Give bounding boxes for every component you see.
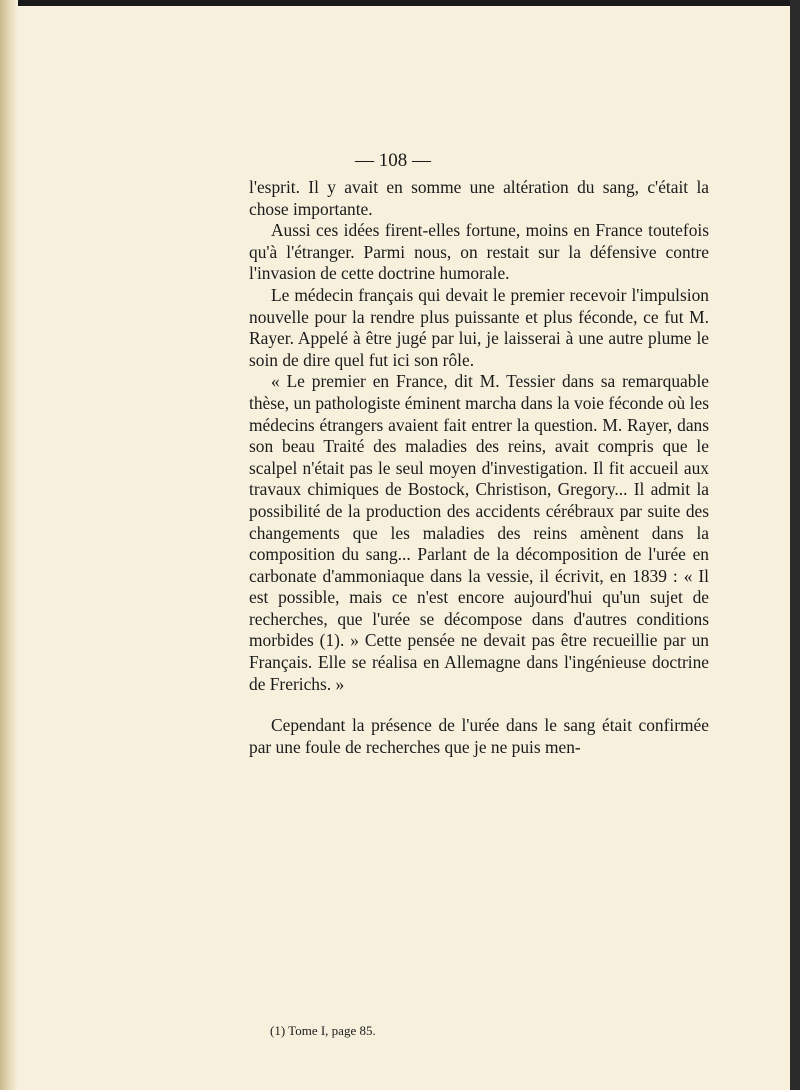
paragraph-1: l'esprit. Il y avait en somme une altération du sang, c'était la chose importante.: [249, 177, 709, 219]
paragraph-5: Cependant la présence de l'urée dans le sang était confirmée par une foule de recherches que je ne puis men-: [249, 715, 709, 757]
paragraph-3: Le médecin français qui devait le premier recevoir l'impulsion nouvelle pour la rendre plus puissante et plus féconde, ce fut M. Rayer. Appelé à être jugé par lui, je laisserai à une autre plume le soin de dire quel fut ici son rôle.: [249, 284, 709, 370]
paragraph-4-quotation: « Le premier en France, dit M. Tessier dans sa remarquable thèse, un pathologiste éminent marcha dans la voie féconde où les médecins étrangers avaient fait entrer la question. M. Rayer, dans son beau Traité des maladies des reins, avait compris que le scalpel n'était pas le seul moyen d'investigation. Il fit accueil aux travaux chimiques de Bostock, Christison, Gregory... Il admit la possibilité de la production des accidents cérébraux par suite des changements que les maladies des reins amènent dans la composition du sang... Parlant de la décomposition de l'urée en carbonate d'ammoniaque dans la vessie, il écrivit, en 1839 : « Il est possible, mais ce n'est encore aujourd'hui qu'un sujet de recherches, que l'urée se décompose dans d'autres conditions morbides (1). » Cette pensée ne devait pas être recueillie par un Français. Elle se réalisa en Allemagne dans l'ingénieuse doctrine de Frerichs. »: [249, 371, 709, 694]
footnote: (1) Tome I, page 85.: [270, 1023, 376, 1038]
page-left-margin-shadow: [0, 0, 18, 1090]
body-text: [249, 177, 709, 758]
page-right-edge: [790, 0, 800, 1090]
paragraph-2: Aussi ces idées firent-elles fortune, moins en France toutefois qu'à l'étranger. Parmi nous, on restait sur la défensive contre l'invasion de cette doctrine humorale.: [249, 220, 709, 284]
page-top-edge: [0, 0, 800, 6]
page-number: — 108 —: [355, 150, 431, 171]
